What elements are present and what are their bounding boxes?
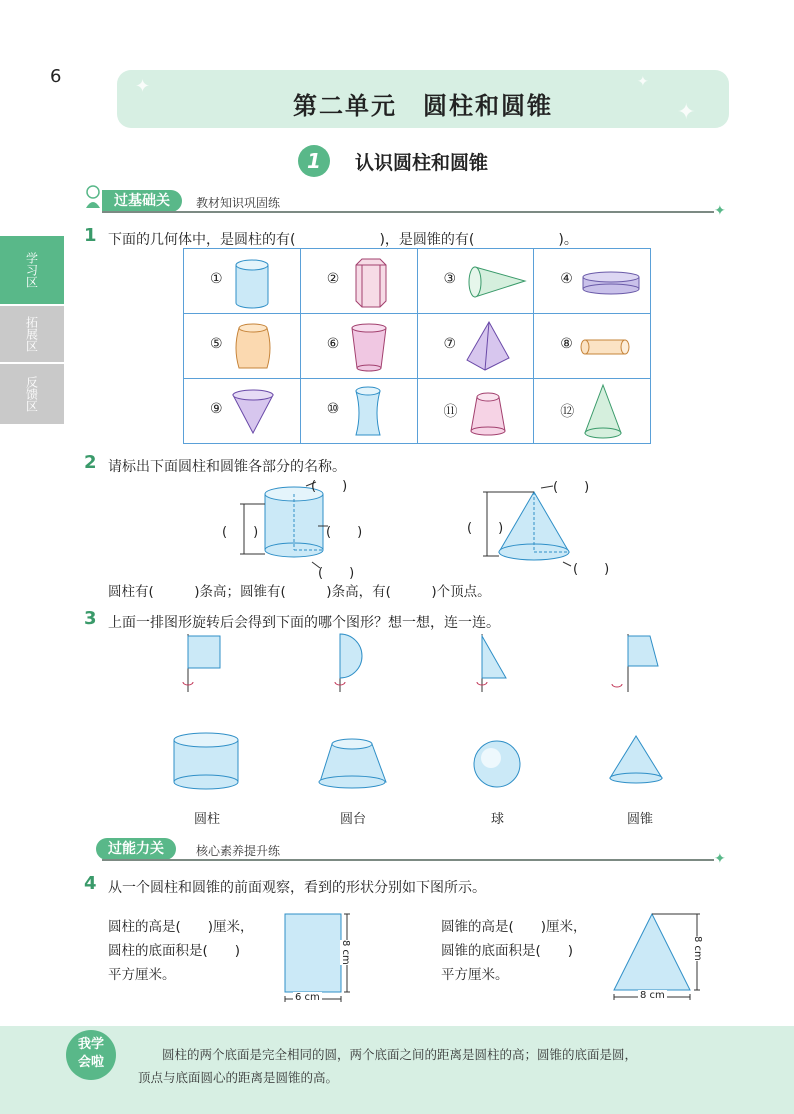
cone-height-blank[interactable]: ( ) — [467, 521, 504, 536]
sphere-solid — [474, 741, 520, 787]
star-icon: ✦ — [677, 100, 696, 125]
q4-text: 从一个圆柱和圆锥的前面观察，看到的形状分别如下图所示。 — [108, 880, 486, 896]
waisted-shape-icon — [346, 383, 396, 441]
unit-title: 第二单元 圆柱和圆锥 — [293, 92, 553, 120]
hexagonal-prism-icon — [346, 253, 396, 311]
solid-figures — [160, 728, 680, 798]
shape-cell: ⑨ — [184, 379, 301, 444]
cylinder-icon — [229, 253, 279, 311]
tall-cone-icon — [579, 383, 629, 441]
cyl-bottom-blank[interactable]: ( ) — [318, 566, 355, 581]
lesson-number-badge: 1 — [298, 145, 330, 177]
shape-cell: ⑤ — [184, 314, 301, 379]
q2-number: 2 — [84, 452, 97, 473]
flat-cylinder-icon — [579, 253, 649, 311]
shapes-table — [183, 248, 651, 444]
q4-cyl-line: 平方厘米。 — [108, 967, 176, 983]
frustum-cup-icon — [346, 318, 396, 376]
semicircle-figure — [335, 634, 362, 692]
q2-fill-text: 圆柱有( )条高；圆锥有( )条高，有( )个顶点。 — [108, 584, 491, 600]
cone-base-blank[interactable]: ( ) — [573, 562, 610, 577]
shape-cell: ④ — [534, 249, 651, 314]
q4-cylinder-questions — [108, 915, 254, 987]
q3-text: 上面一排图形旋转后会得到下面的哪个图形？想一想，连一连。 — [108, 615, 500, 631]
section-divider — [102, 859, 714, 861]
q4-cyl-line: 圆柱的高是( )厘米， — [108, 919, 254, 935]
cyl-width-label: 6 cm — [295, 992, 320, 1003]
q1-text: 下面的几何体中，是圆柱的有( )，是圆锥的有( )。 — [108, 232, 578, 248]
q4-cone-line: 圆锥的底面积是( ) — [441, 943, 574, 959]
frustum-icon — [463, 383, 513, 441]
shape-cell: ③ — [417, 249, 534, 314]
shape-cell: ⑧ — [534, 314, 651, 379]
star-icon: ✦ — [714, 203, 726, 219]
shape-cell: ⑩ — [300, 379, 417, 444]
q1-number: 1 — [84, 225, 97, 246]
cone-solid — [610, 736, 662, 783]
q2-text: 请标出下面圆柱和圆锥各部分的名称。 — [108, 459, 346, 475]
cyl-top-blank[interactable]: ( ) — [311, 479, 348, 494]
footer-tip-line2: 顶点与底面圆心的距离是圆锥的高。 — [138, 1070, 339, 1085]
inverted-cone-icon — [229, 383, 279, 441]
section-divider — [102, 211, 714, 213]
star-icon: ✦ — [135, 76, 151, 97]
barrel-icon — [229, 318, 279, 376]
shape-cell: ⑥ — [300, 314, 417, 379]
mascot-icon — [82, 184, 102, 210]
side-tab-study[interactable]: 学习区 — [0, 236, 64, 304]
shape-cell: ⑪ — [417, 379, 534, 444]
q3-number: 3 — [84, 608, 97, 629]
star-icon: ✦ — [714, 851, 726, 867]
q4-cone-line: 圆锥的高是( )厘米， — [441, 919, 587, 935]
lesson-title: 认识圆柱和圆锥 — [355, 152, 489, 174]
side-tab-extend[interactable]: 拓展区 — [0, 306, 64, 362]
cone-icon — [463, 253, 533, 311]
cone-height-label: 8 cm — [692, 936, 703, 961]
section-ability-label: 过能力关 — [96, 838, 176, 860]
square-figure — [183, 634, 220, 692]
cylinder-solid — [174, 733, 238, 789]
footer-badge-line: 我学 — [77, 1037, 104, 1052]
footer-badge-line: 会啦 — [77, 1055, 104, 1070]
cyl-height-label: 8 cm — [340, 940, 351, 965]
shape-cell: ② — [300, 249, 417, 314]
solid-label-cylinder: 圆柱 — [194, 812, 221, 827]
rotation-figures — [170, 628, 670, 698]
shape-cell: ⑦ — [417, 314, 534, 379]
solid-label-frustum: 圆台 — [340, 812, 367, 827]
trapezoid-figure — [612, 634, 658, 692]
cone-vertex-blank[interactable]: ( ) — [553, 480, 590, 495]
cyl-side-blank[interactable]: ( ) — [326, 525, 363, 540]
solid-label-cone: 圆锥 — [627, 812, 654, 827]
footer-tip-area — [0, 1026, 794, 1114]
triangle-figure — [477, 634, 506, 692]
shape-cell: ① — [184, 249, 301, 314]
q4-cone-line: 平方厘米。 — [441, 967, 509, 983]
star-icon: ✦ — [637, 74, 649, 90]
section-basic-subtitle: 教材知识巩固练 — [196, 196, 281, 210]
frustum-solid — [319, 739, 386, 788]
cone-base-label: 8 cm — [640, 990, 665, 1001]
q4-cone-questions — [441, 915, 587, 987]
pyramid-icon — [463, 318, 513, 376]
section-ability-subtitle: 核心素养提升练 — [196, 844, 281, 858]
footer-badge — [66, 1030, 116, 1080]
shape-cell: ⑫ — [534, 379, 651, 444]
q4-cyl-line: 圆柱的底面积是( ) — [108, 943, 241, 959]
page-number: 6 — [50, 66, 62, 87]
side-tab-feedback[interactable]: 反馈区 — [0, 364, 64, 424]
section-basic-label: 过基础关 — [102, 190, 182, 212]
solid-label-sphere: 球 — [491, 812, 505, 827]
q4-number: 4 — [84, 873, 97, 894]
cyl-height-blank[interactable]: ( ) — [222, 525, 259, 540]
lying-cylinder-icon — [579, 318, 639, 376]
footer-tip-line1: 圆柱的两个底面是完全相同的圆，两个底面之间的距离是圆柱的高；圆锥的底面是圆， — [162, 1047, 638, 1062]
